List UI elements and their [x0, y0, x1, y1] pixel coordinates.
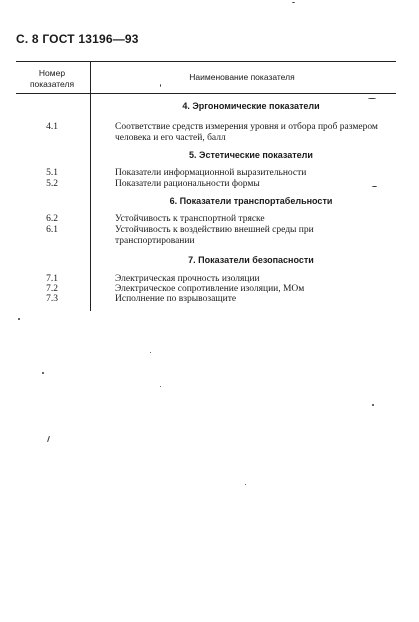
scan-speck — [47, 436, 50, 442]
row-number: 6.2 — [46, 214, 58, 224]
row-number: 5.1 — [46, 168, 58, 178]
row-number: 5.2 — [46, 179, 58, 189]
scan-speck — [18, 318, 20, 320]
section-title-ergonomic: 4. Эргономические показатели — [182, 101, 320, 111]
row-number: 7.2 — [46, 284, 58, 294]
table-header-rule — [16, 93, 396, 94]
row-name: Показатели информационной выразительности — [115, 168, 307, 178]
scan-speck — [160, 386, 161, 387]
table-top-rule — [16, 61, 396, 62]
row-name: Соответствие средств измерения уровня и отбора проб размером человека и его частей, балл — [115, 122, 378, 143]
row-name: Исполнение по взрывозащите — [115, 294, 237, 304]
scan-speck — [292, 2, 295, 3]
scan-speck — [42, 372, 44, 374]
column-header-number: Номер показателя — [29, 68, 75, 89]
row-number: 7.3 — [46, 294, 58, 304]
row-name: Устойчивость к транспортной тряске — [115, 214, 265, 224]
scan-speck — [150, 352, 151, 353]
scan-speck — [372, 404, 374, 406]
row-name: Показатели рациональности формы — [115, 179, 260, 189]
scan-speck — [368, 98, 376, 99]
row-name: Устойчивость к воздействию внешней среды при транспортировании — [115, 225, 314, 246]
scan-speck — [372, 186, 377, 187]
scan-speck — [245, 484, 246, 485]
row-name: Электрическая прочность изоляции — [115, 274, 260, 284]
row-number: 4.1 — [46, 122, 58, 132]
table-column-divider — [90, 61, 91, 311]
page-header: С. 8 ГОСТ 13196—93 — [16, 32, 139, 46]
section-title-transportability: 6. Показатели транспортабельности — [169, 196, 333, 206]
section-title-aesthetic: 5. Эстетические показатели — [189, 150, 313, 160]
section-title-safety: 7. Показатели безопасности — [188, 255, 314, 265]
column-header-name: Наименование показателя — [189, 72, 295, 82]
row-name: Электрическое сопротивление изоляции, МОм — [115, 284, 305, 294]
row-number: 6.1 — [46, 225, 58, 235]
scan-speck — [160, 84, 161, 87]
row-number: 7.1 — [46, 274, 58, 284]
